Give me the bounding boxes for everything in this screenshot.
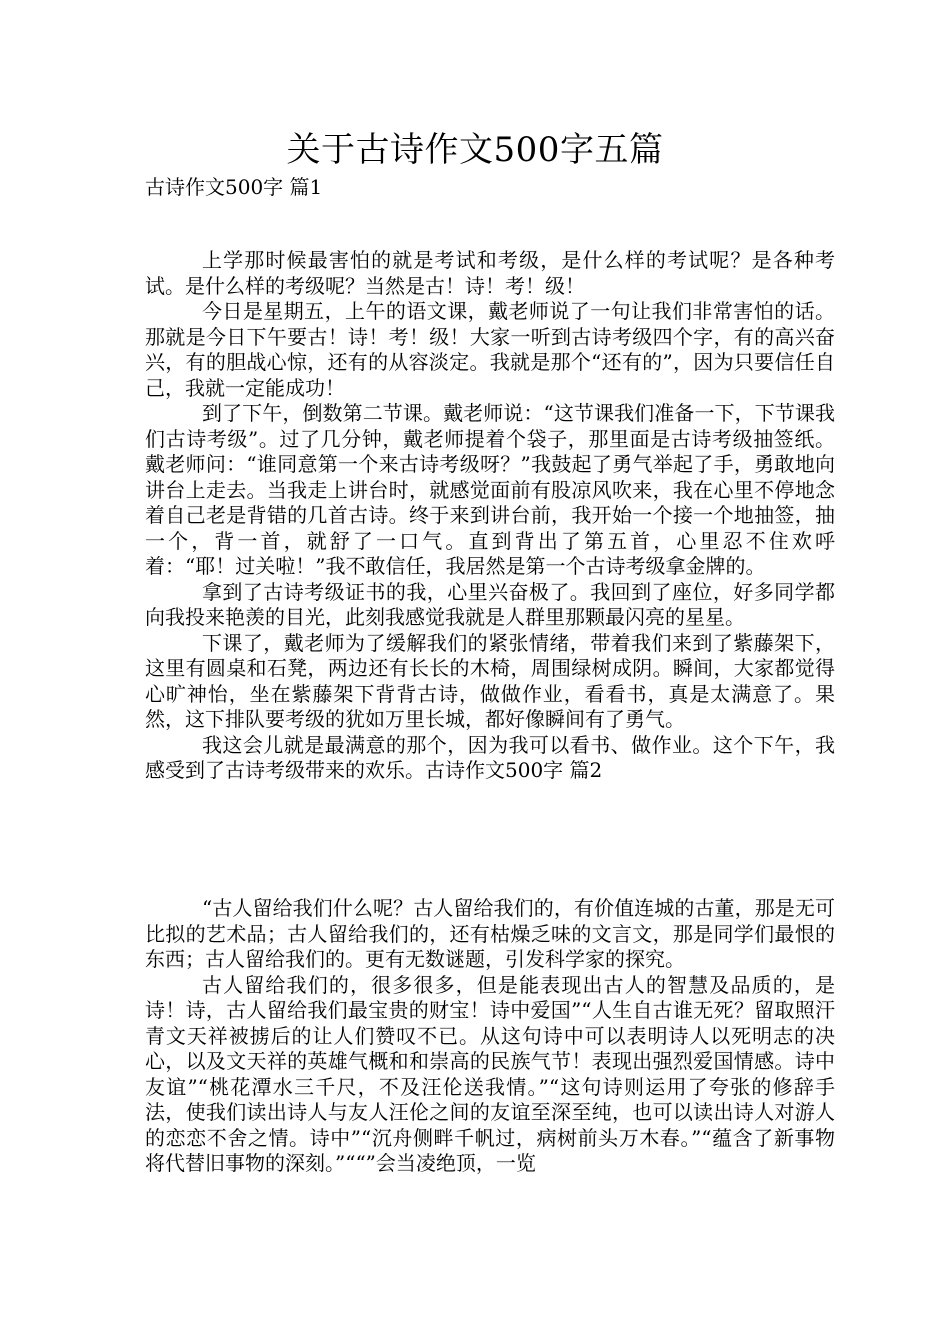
paragraph: 拿到了古诗考级证书的我，心里兴奋极了。我回到了座位，好多同学都向我投来艳羡的目光，此刻我感觉我就是人群里那颗最闪亮的星星。 [145,579,835,629]
section-2-body [145,896,835,1177]
paragraph: 我这会儿就是最满意的那个，因为我可以看书、做作业。这个下午，我感受到了古诗考级带来的欢乐。古诗作文500字 篇2 [145,732,835,782]
paragraph: 上学那时候最害怕的就是考试和考级，是什么样的考试呢？是各种考试。是什么样的考级呢？当然是古！诗！考！级！ [145,248,835,298]
paragraph: 今日是星期五，上午的语文课，戴老师说了一句让我们非常害怕的话。那就是今日下午要古！诗！考！级！大家一听到古诗考级四个字，有的高兴奋兴，有的胆战心惊，还有的从容淡定。我就是那个“还有的”，因为只要信任自己，我就一定能成功！ [145,299,835,400]
paragraph: 下课了，戴老师为了缓解我们的紧张情绪，带着我们来到了紫藤架下，这里有圆桌和石凳，两边还有长长的木椅，周围绿树成阴。瞬间，大家都觉得心旷神怡，坐在紫藤架下背背古诗，做做作业，看看书，真是太满意了。果然，这下排队要考级的犹如万里长城，都好像瞬间有了勇气。 [145,630,835,731]
paragraph: 古人留给我们的，很多很多，但是能表现出古人的智慧及品质的，是诗！诗，古人留给我们最宝贵的财宝！诗中爱国”“人生自古谁无死？留取照汗青文天祥被掳后的让人们赞叹不已。从这句诗中可以表明诗人以死明志的决心，以及文天祥的英雄气概和和崇高的民族气节！表现出强烈爱国情感。诗中友谊”“桃花潭水三千尺，不及汪伦送我情。”“这句诗则运用了夸张的修辞手法，使我们读出诗人与友人汪伦之间的友谊至深至纯，也可以读出诗人对游人的恋恋不舍之情。诗中”“沉舟侧畔千帆过，病树前头万木春。”“蕴含了新事物将代替旧事物的深刻。”““”会当凌绝顶，一览 [145,972,835,1175]
paragraph: “古人留给我们什么呢？古人留给我们的，有价值连城的古董，那是无可比拟的艺术品；古人留给我们的，还有枯燥乏味的文言文，那是同学们最恨的东西；古人留给我们的。更有无数谜题，引发科学家的探究。 [145,896,835,971]
section-heading-1: 古诗作文500字 篇1 [145,175,323,199]
paragraph: 到了下午，倒数第二节课。戴老师说：“这节课我们准备一下，下节课我们古诗考级”。过了几分钟，戴老师提着个袋子，那里面是古诗考级抽签纸。戴老师问：“谁同意第一个来古诗考级呀？”我鼓起了勇气举起了手，勇敢地向讲台上走去。当我走上讲台时，就感觉面前有股凉风吹来，我在心里不停地念着自己老是背错的几首古诗。终于来到讲台前，我开始一个接一个地抽签，抽一个，背一首，就舒了一口气。直到背出了第五首，心里忍不住欢呼着：“耶！过关啦！”我不敢信任，我居然是第一个古诗考级拿金牌的。 [145,401,835,578]
section-1-body [145,248,835,784]
document-title: 关于古诗作文500字五篇 [286,130,664,170]
